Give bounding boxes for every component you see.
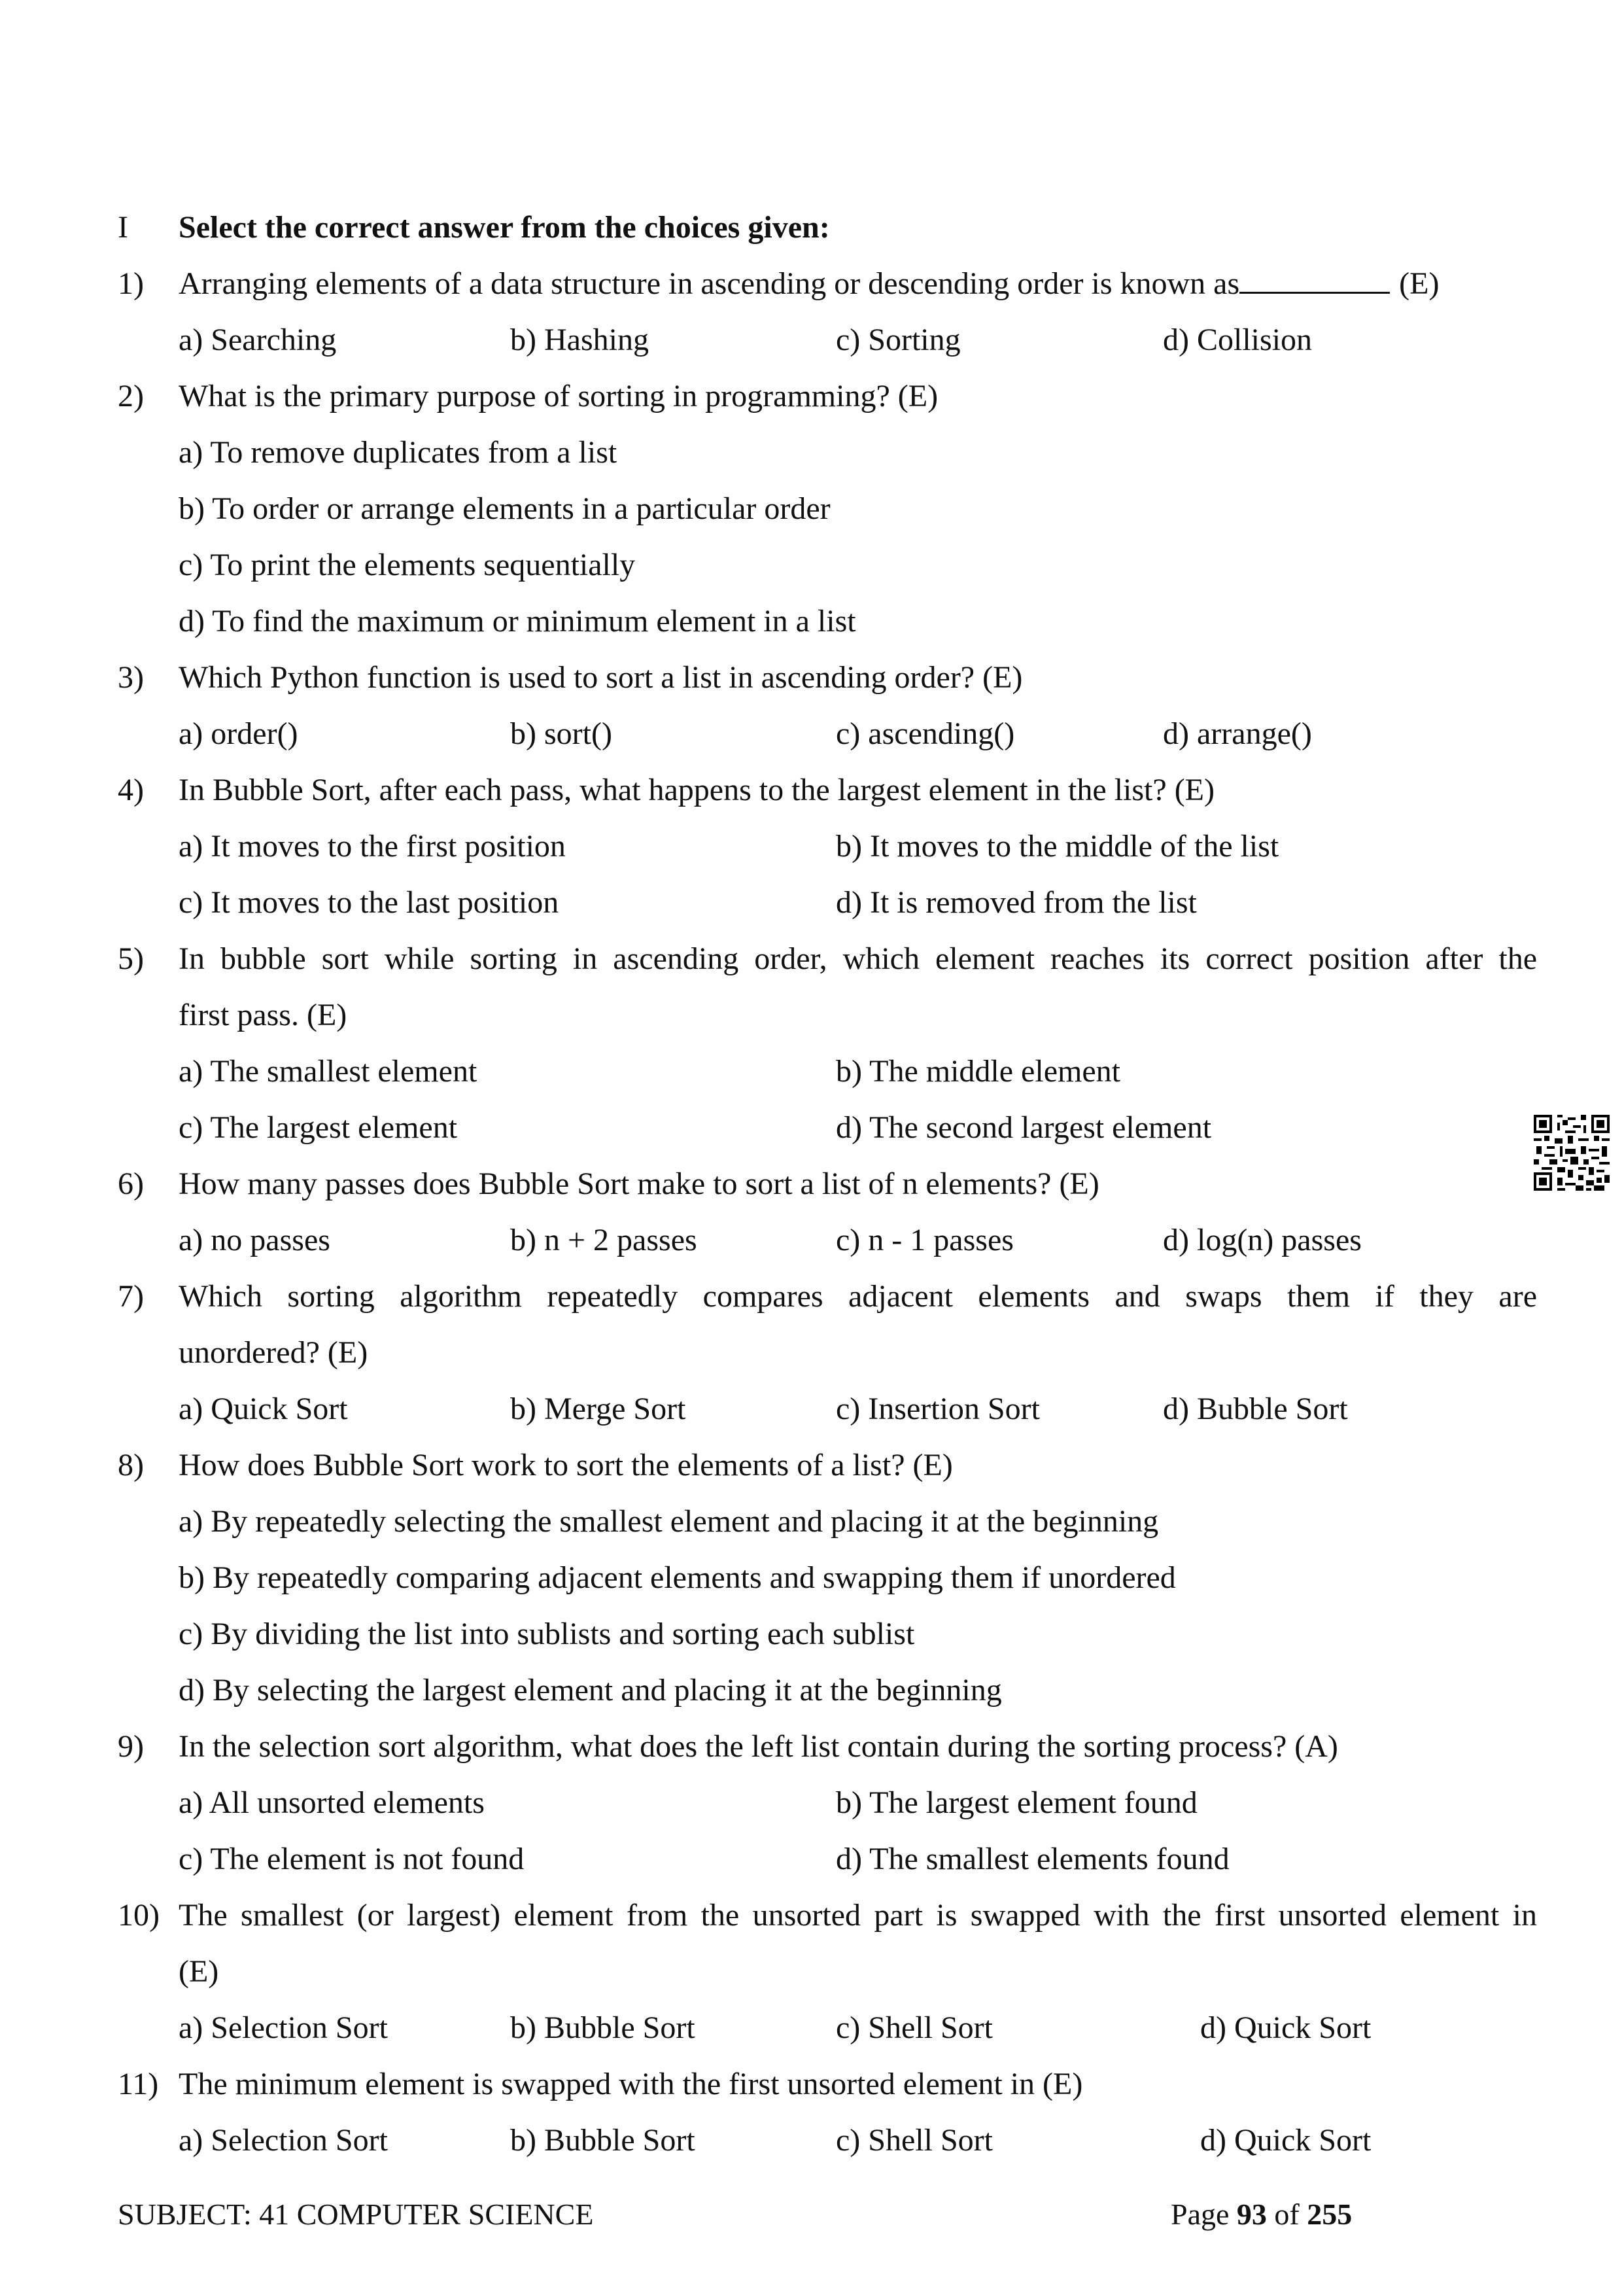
option-b: b) Bubble Sort [510,2010,695,2045]
options-4-ab [0,818,1624,875]
question-number: 6) [118,1166,144,1201]
option-c: c) Shell Sort [836,2123,993,2158]
option-b: b) It moves to the middle of the list [836,829,1279,864]
question-3 [0,650,1624,706]
question-5 [0,931,1624,987]
option-d: d) Quick Sort [1200,2010,1372,2045]
option-c: c) The element is not found [179,1842,525,1876]
option-b: b) sort() [510,716,612,751]
question-6 [0,1156,1624,1212]
option-b: b) The largest element found [836,1785,1198,1820]
option-a: a) order() [179,716,298,751]
options-6 [0,1212,1624,1269]
option-c: c) n - 1 passes [836,1223,1014,1257]
option-d-text: d) To find the maximum or minimum element in a list [179,604,856,639]
question-11 [0,2056,1624,2112]
question-text-continued: (E) [179,1954,219,1989]
option-d: d) The smallest elements found [836,1842,1230,1876]
option-a-text: a) By repeatedly selecting the smallest element and placing it at the beginning [179,1504,1159,1539]
options-5-cd [0,1100,1624,1156]
question-number: 2) [118,379,144,413]
option-c: c) The largest element [179,1110,458,1145]
current-page: 93 [1236,2198,1267,2231]
footer-subject: SUBJECT: 41 COMPUTER SCIENCE [118,2198,594,2231]
question-number: 9) [118,1729,144,1764]
option-a: a) All unsorted elements [179,1785,485,1820]
option-b: b) n + 2 passes [510,1223,697,1257]
option-b: b) Bubble Sort [510,2123,695,2158]
question-text: In Bubble Sort, after each pass, what happens to the largest element in the list? (E) [179,773,1215,807]
option-d [0,1662,1624,1719]
option-c-text: c) To print the elements sequentially [179,548,636,582]
question-number: 8) [118,1448,144,1482]
option-a [0,1494,1624,1550]
question-text: How many passes does Bubble Sort make to sort a list of n elements? (E) [179,1166,1099,1201]
section-roman: I [118,210,128,245]
question-text: In the selection sort algorithm, what does the left list contain during the sorting process? (A) [179,1729,1338,1764]
option-d: d) The second largest element [836,1110,1212,1145]
question-text-continued: first pass. (E) [179,998,347,1032]
question-number: 5) [118,941,144,976]
option-b: b) The middle element [836,1054,1120,1089]
option-a: a) Searching [179,323,337,357]
question-text: What is the primary purpose of sorting in programming? (E) [179,379,939,413]
option-c: c) Sorting [836,323,961,357]
question-number: 4) [118,773,144,807]
option-d-text: d) By selecting the largest element and placing it at the beginning [179,1673,1002,1708]
question-2 [0,368,1624,425]
total-pages: 255 [1307,2198,1353,2231]
section-heading [0,200,1624,256]
question-7 [0,1269,1624,1325]
question-text: Which Python function is used to sort a list in ascending order? (E) [179,660,1023,695]
option-b [0,481,1624,537]
option-a-text: a) To remove duplicates from a list [179,435,617,470]
options-9-cd [0,1831,1624,1887]
options-1 [0,312,1624,368]
option-a [0,425,1624,481]
option-d: d) Bubble Sort [1163,1392,1348,1426]
option-b-text: b) To order or arrange elements in a particular order [179,491,831,526]
option-a: a) The smallest element [179,1054,477,1089]
question-1 [0,256,1624,312]
option-a: a) Quick Sort [179,1392,348,1426]
options-9-ab [0,1775,1624,1831]
options-5-ab [0,1043,1624,1100]
question-10 [0,1887,1624,1944]
option-a: a) Selection Sort [179,2010,388,2045]
option-d: d) arrange() [1163,716,1312,751]
question-text [179,256,1439,312]
question-4 [0,762,1624,818]
option-b: b) Hashing [510,323,649,357]
option-d [0,593,1624,650]
option-c: c) ascending() [836,716,1015,751]
option-a: a) no passes [179,1223,330,1257]
question-5-cont [0,987,1624,1043]
question-text: In bubble sort while sorting in ascending order, which element reaches its correct position after the [179,941,1537,976]
question-text: How does Bubble Sort work to sort the elements of a list? (E) [179,1448,953,1482]
options-3 [0,706,1624,762]
option-d: d) Collision [1163,323,1313,357]
option-b [0,1550,1624,1606]
question-text: Which sorting algorithm repeatedly compares adjacent elements and swaps them if they are [179,1279,1537,1314]
question-text-continued: unordered? (E) [179,1335,368,1370]
option-c [0,1606,1624,1662]
question-number: 1) [118,266,144,301]
page-number [1171,2188,1352,2241]
question-text: The minimum element is swapped with the first unsorted element in (E) [179,2067,1083,2101]
option-c: c) Shell Sort [836,2010,993,2045]
option-c-text: c) By dividing the list into sublists and sorting each sublist [179,1617,915,1651]
options-11 [0,2112,1624,2169]
question-number: 3) [118,660,144,695]
question-10-cont [0,1944,1624,2000]
of-label: of [1274,2198,1300,2231]
answer-blank [1239,259,1390,294]
option-d: d) Quick Sort [1200,2123,1372,2158]
question-number: 11) [118,2067,159,2101]
question-text-main: Arranging elements of a data structure in ascending or descending order is known as [179,266,1240,301]
option-b-text: b) By repeatedly comparing adjacent elements and swapping them if unordered [179,1560,1176,1595]
option-c: c) It moves to the last position [179,885,559,920]
question-8 [0,1437,1624,1494]
option-c: c) Insertion Sort [836,1392,1040,1426]
page-label: Page [1171,2198,1230,2231]
option-a: a) Selection Sort [179,2123,388,2158]
question-level: (E) [1399,266,1440,301]
section-instruction: Select the correct answer from the choices given: [179,210,830,245]
option-b: b) Merge Sort [510,1392,686,1426]
question-9 [0,1719,1624,1775]
question-text: The smallest (or largest) element from the unsorted part is swapped with the first unsorted element in [179,1898,1537,1933]
option-d: d) log(n) passes [1163,1223,1362,1257]
options-7 [0,1381,1624,1437]
options-4-cd [0,875,1624,931]
question-number: 7) [118,1279,144,1314]
option-d: d) It is removed from the list [836,885,1197,920]
question-7-cont [0,1325,1624,1381]
question-number: 10) [118,1898,160,1933]
option-c [0,537,1624,593]
option-a: a) It moves to the first position [179,829,566,864]
options-10 [0,2000,1624,2056]
